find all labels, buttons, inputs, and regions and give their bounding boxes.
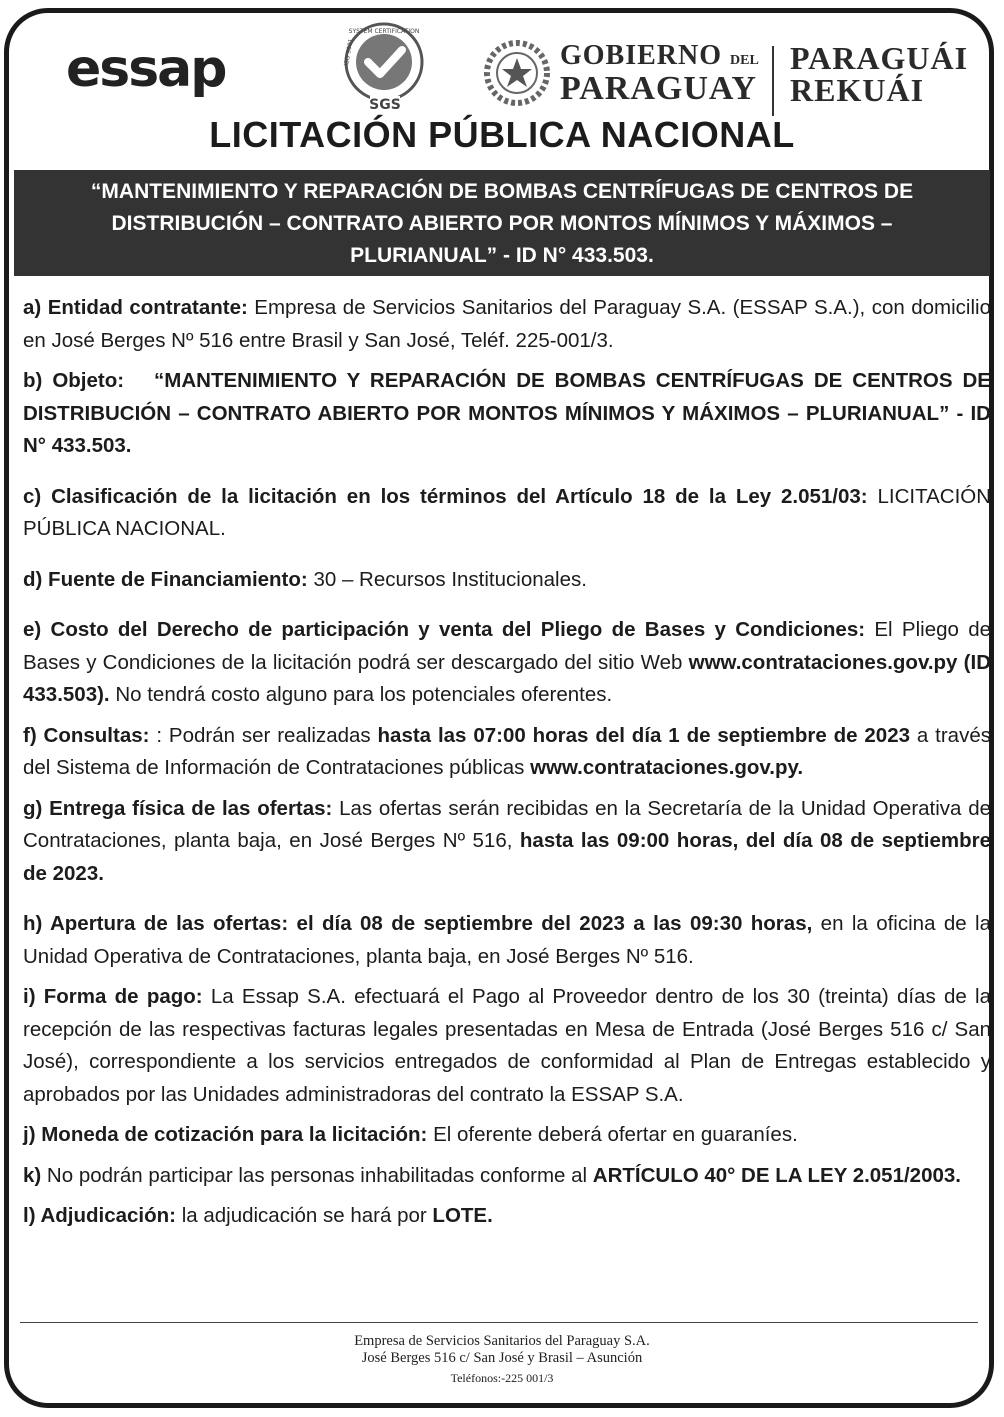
- tender-title-banner: “MANTENIMIENTO Y REPARACIÓN DE BOMBAS CENTRÍFUGAS DE CENTROS DE DISTRIBUCIÓN – CONTRATO ABIERTO POR MONTOS MÍNIMOS Y MÁXIMOS – PLURIANUAL” - ID N° 433.503.: [14, 170, 990, 276]
- item-f-label: f) Consultas:: [23, 723, 150, 747]
- paraguay-coat-of-arms-icon: [484, 40, 550, 106]
- item-l: [23, 1200, 991, 1233]
- item-e-text: El Pliego de Bases y Condiciones de la licitación podrá ser descargado del sitio Web: [23, 618, 992, 674]
- footer-divider: [20, 1322, 978, 1323]
- item-c-text: LICITACIÓN PÚBLICA NACIONAL.: [23, 484, 992, 540]
- rek-line1: PARAGUÁI: [790, 40, 969, 76]
- item-h: [23, 908, 991, 973]
- item-l-label: l) Adjudicación:: [23, 1204, 176, 1227]
- item-b-text: “MANTENIMIENTO Y REPARACIÓN DE BOMBAS CENTRÍFUGAS DE CENTROS DE DISTRIBUCIÓN – CONTRATO ABIERTO POR MONTOS MÍNIMOS Y MÁXIMOS – PLURIANUAL” - ID N° 433.503.: [23, 369, 991, 457]
- header-logos: [0, 22, 1004, 117]
- rek-line2: REKUÁI: [790, 72, 925, 108]
- item-k: [23, 1160, 991, 1193]
- item-e-text2: No tendrá costo alguno para los potenciales oferentes.: [109, 683, 613, 706]
- item-i-text: La Essap S.A. efectuará el Pago al Proveedor dentro de los 30 (treinta) días de la recepción de las respectivas facturas legales presentadas en Mesa de Entrada (José Berges 516 c/ San José), correspondiente a los servicios entregados de conformidad al Plan de Entregas establecido y aprobados por las Unidades administradoras del contrato la ESSAP S.A.: [23, 985, 992, 1106]
- footer-company: Empresa de Servicios Sanitarios del Paraguay S.A.: [354, 1333, 650, 1349]
- item-g-label: g) Entrega física de las ofertas:: [23, 796, 333, 820]
- item-e-website: www.contrataciones.gov.py (ID 433.503).: [23, 650, 991, 706]
- item-l-text: la adjudicación se hará por: [176, 1204, 433, 1227]
- item-f-text: : Podrán ser realizadas: [149, 723, 378, 747]
- item-a: [23, 292, 991, 357]
- item-a-text: Empresa de Servicios Sanitarios del Paraguay S.A. (ESSAP S.A.), con domicilio en José Berges Nº 516 entre Brasil y San José, Teléf. 225-001/3.: [23, 296, 991, 352]
- item-i-label: i) Forma de pago:: [23, 985, 203, 1008]
- item-a-label: a) Entidad contratante:: [23, 296, 248, 319]
- item-j: [23, 1119, 991, 1152]
- item-f-website: www.contrataciones.gov.py.: [530, 756, 804, 779]
- sgs-ring-text: SYSTEM CERTIFICATION: [348, 28, 420, 35]
- paraguai-rekuai-wordmark: [790, 42, 968, 106]
- footer: [0, 1333, 1004, 1389]
- gov-del: DEL: [730, 53, 759, 68]
- item-b: [23, 365, 991, 463]
- item-j-label: j) Moneda de cotización para la licitación:: [23, 1123, 428, 1146]
- item-e: [23, 614, 991, 712]
- item-g-text: Las ofertas serán recibidas en la Secretaría de la Unidad Operativa de Contrataciones, planta baja, en José Berges Nº 516,: [23, 796, 991, 852]
- item-d-text: 30 – Recursos Institucionales.: [307, 567, 587, 591]
- item-g: [23, 793, 991, 891]
- essap-logo: essap: [66, 39, 226, 99]
- item-f-text2: a través del Sistema de Información de Contrataciones públicas: [23, 723, 991, 779]
- gobierno-paraguay-wordmark: [560, 40, 759, 107]
- item-k-law: ARTÍCULO 40° DE LA LEY 2.051/2003.: [592, 1163, 961, 1187]
- item-h-label: h) Apertura de las ofertas: el día 08 de septiembre del 2023 a las 09:30 horas,: [23, 912, 813, 935]
- sgs-label: SGS: [369, 97, 401, 113]
- gov-line2: PARAGUAY: [560, 70, 757, 107]
- item-j-text: El oferente deberá ofertar en guaraníes.: [427, 1123, 798, 1146]
- item-k-text: No podrán participar las personas inhabilitadas conforme al: [41, 1163, 593, 1187]
- sgs-certification-seal: [338, 22, 430, 114]
- item-c: [23, 481, 991, 546]
- item-i: [23, 981, 991, 1111]
- item-b-label: b) Objeto:: [23, 369, 125, 392]
- footer-address: José Berges 516 c/ San José y Brasil – Asunción: [361, 1350, 643, 1366]
- item-e-label: e) Costo del Derecho de participación y venta del Pliego de Bases y Condiciones:: [23, 618, 866, 641]
- sgs-iso-text: ISO 9001: [343, 38, 355, 67]
- gov-line1: GOBIERNO: [560, 40, 723, 71]
- item-l-lote: LOTE.: [432, 1204, 493, 1227]
- item-k-label: k): [23, 1163, 42, 1187]
- item-f-deadline: hasta las 07:00 horas del día 1 de septiembre de 2023: [377, 723, 911, 747]
- item-d: [23, 564, 991, 597]
- item-h-text: en la oficina de la Unidad Operativa de Contrataciones, planta baja, en José Berges Nº 516.: [23, 912, 991, 968]
- header-divider: [772, 46, 774, 116]
- item-d-label: d) Fuente de Financiamiento:: [23, 567, 308, 591]
- page-title: LICITACIÓN PÚBLICA NACIONAL: [209, 114, 795, 155]
- tender-details: [23, 292, 991, 1241]
- item-c-label: c) Clasificación de la licitación en los términos del Artículo 18 de la Ley 2.051/03:: [23, 484, 868, 508]
- item-f: [23, 720, 991, 785]
- item-g-deadline: hasta las 09:00 horas, del día 08 de septiembre de 2023.: [23, 829, 992, 885]
- footer-phone: Teléfonos:-225 001/3: [450, 1371, 554, 1385]
